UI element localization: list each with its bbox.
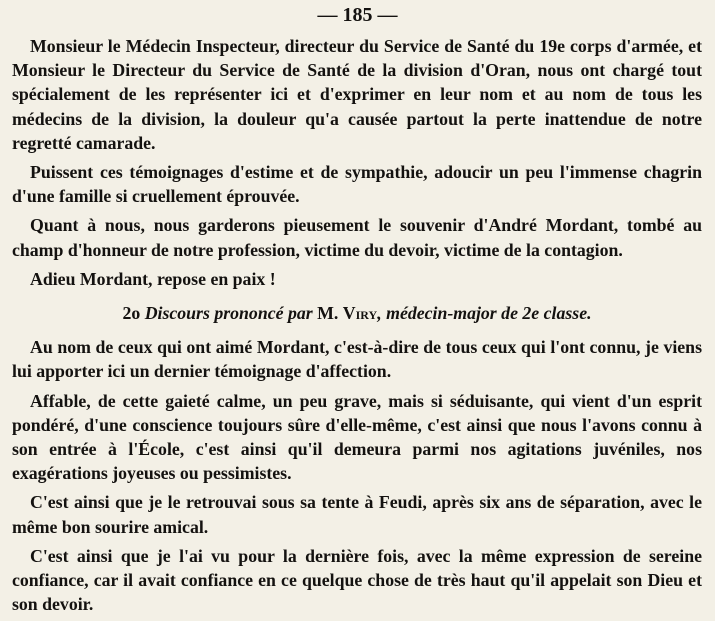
page-number: — 185 —: [317, 4, 398, 26]
page-body: [12, 34, 702, 621]
heading-name-prefix: M.: [317, 303, 343, 324]
heading-speaker-name: Viry: [342, 303, 378, 324]
heading-number: 2o: [122, 303, 141, 324]
paragraph-temoignages: Puissent ces témoignages d'estime et de sympathie, adoucir un peu l'immense chagrin d'une famille si cruellement éprouvée.: [12, 162, 702, 207]
section-heading: [12, 301, 702, 325]
heading-italic-lead: Discours prononcé par: [144, 303, 313, 324]
paragraph-feudi: C'est ainsi que je le retrouvai sous sa tente à Feudi, après six ans de séparation, avec le même bon sourire amical.: [12, 492, 702, 537]
paragraph-au-nom: Au nom de ceux qui ont aimé Mordant, c'est-à-dire de tous ceux qui l'ont connu, je viens lui apporter ici un dernier témoignage d'affection.: [12, 337, 702, 382]
paragraph-adieu: Adieu Mordant, repose en paix !: [30, 268, 276, 289]
heading-italic-rank: , médecin-major de 2e classe.: [377, 303, 592, 324]
paragraph-derniere-fois: C'est ainsi que je l'ai vu pour la dernière fois, avec la même expression de sereine confiance, car il avait confiance en ce quelque chose de très haut qu'il appelait son Dieu et son devoir.: [12, 545, 702, 615]
paragraph-souvenir: Quant à nous, nous garderons pieusement le souvenir d'André Mordant, tombé au champ d'honneur de notre profession, victime du devoir, victime de la contagion.: [12, 215, 702, 260]
paragraph-medecin-inspecteur: Monsieur le Médecin Inspecteur, directeur du Service de Santé du 19e corps d'armée, et Monsieur le Directeur du Service de Santé de la division d'Oran, nous ont chargé tout spécialement de les représenter ici et d'exprimer en leur nom et au nom de tous les médecins de la division, la douleur qu'a causée partout la perte inattendue de notre regretté camarade.: [12, 36, 702, 153]
paragraph-affable: Affable, de cette gaieté calme, un peu grave, mais si séduisante, qui vient d'un esprit pondéré, d'une conscience toujours sûre d'elle-même, c'est ainsi que nous l'avons connu à son entrée à l'École, c'est ainsi qu'il demeura parmi nos agitations juvéniles, nos exagérations joyeuses ou pessimistes.: [12, 390, 702, 484]
